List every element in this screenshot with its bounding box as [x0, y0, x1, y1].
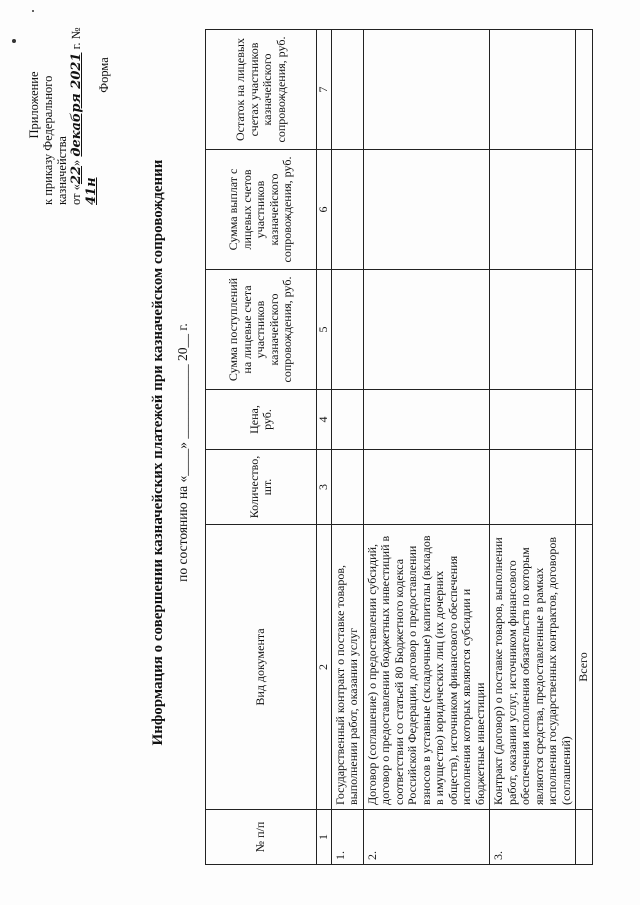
cell-quantity — [576, 450, 593, 525]
handwritten-month-year: декабря 2021 — [69, 52, 84, 157]
table-row — [331, 30, 363, 865]
header-number: № п/п — [206, 810, 317, 865]
column-number: 1 — [317, 810, 332, 865]
cell-payments — [576, 150, 593, 270]
document-title: Информация о совершении казначейских платежей при казначейском сопровождении — [150, 159, 166, 746]
column-number: 3 — [317, 450, 332, 525]
handwritten-number: 41н — [84, 177, 99, 205]
cell-price — [576, 390, 593, 450]
cell-balance — [490, 30, 576, 150]
cell-payments — [490, 150, 576, 270]
header-balance: Остаток на лицевых счетах участников казначейского сопровождения, руб. — [206, 30, 317, 150]
header-receipts: Сумма поступлений на лицевые счета участников казначейского сопровождения, руб. — [206, 270, 317, 390]
row-number: 1. — [331, 810, 363, 865]
column-number: 4 — [317, 390, 332, 450]
scan-speck — [12, 39, 16, 43]
form-label: Форма — [97, 57, 111, 93]
cell-quantity — [363, 450, 490, 525]
appendix-date-line: от «22» декабря 2021 г. № 41н — [69, 27, 99, 205]
cell-receipts — [576, 270, 593, 390]
row-number: 2. — [363, 810, 490, 865]
total-label: Всего — [576, 525, 593, 810]
header-payments: Сумма выплат с лицевых счетов участников казначейского сопровождения, руб. — [206, 150, 317, 270]
cell-quantity — [331, 450, 363, 525]
row-document-type: Договор (соглашение) о предоставлении субсидий, договор о предоставлении бюджетных инвестиций в соответствии со статьей 80 Бюджетного кодекса Российской Федерации, договор о предоставлении взносов в уставные (складочные) капиталы (вкладов в имущество) юридических лиц (их дочерних обществ), источником финансового обеспечения исполнения которых являются субсидии и бюджетные инвестиции — [363, 525, 490, 810]
cell-payments — [363, 150, 490, 270]
handwritten-day: 22 — [69, 165, 84, 185]
payments-table — [205, 29, 593, 865]
cell-balance — [576, 30, 593, 150]
appendix-order-line: к приказу Федерального казначейства — [41, 75, 69, 205]
cell-receipts — [490, 270, 576, 390]
table-row — [490, 30, 576, 865]
header-document-type: Вид документа — [206, 525, 317, 810]
column-number: 5 — [317, 270, 332, 390]
appendix-block — [27, 5, 99, 205]
cell-quantity — [490, 450, 576, 525]
row-document-type: Контракт (договор) о поставке товаров, выполнении работ, оказании услуг, источником финансового обеспечения исполнения обязательств по которым являются средства, предоставленные в рамках исполнения государственных контрактов, договоров (соглашений) — [490, 525, 576, 810]
scan-speck — [32, 10, 34, 12]
cell-balance — [363, 30, 490, 150]
header-price: Цена, руб. — [206, 390, 317, 450]
cell-payments — [331, 150, 363, 270]
column-number: 6 — [317, 150, 332, 270]
as-of-date-line: по состоянию на «____» ___________ 20__ г. — [175, 323, 190, 582]
cell-price — [331, 390, 363, 450]
column-number: 2 — [317, 525, 332, 810]
cell-balance — [331, 30, 363, 150]
column-number: 7 — [317, 30, 332, 150]
column-number-row — [317, 30, 332, 865]
cell-receipts — [363, 270, 490, 390]
table-row — [363, 30, 490, 865]
cell-receipts — [331, 270, 363, 390]
total-number-cell — [576, 810, 593, 865]
header-quantity: Количество, шт. — [206, 450, 317, 525]
table-header-row — [206, 30, 317, 865]
cell-price — [490, 390, 576, 450]
row-document-type: Государственный контракт о поставке товаров, выполнении работ, оказании услуг — [331, 525, 363, 810]
appendix-word: Приложение — [27, 71, 41, 139]
total-row — [576, 30, 593, 865]
row-number: 3. — [490, 810, 576, 865]
cell-price — [363, 390, 490, 450]
